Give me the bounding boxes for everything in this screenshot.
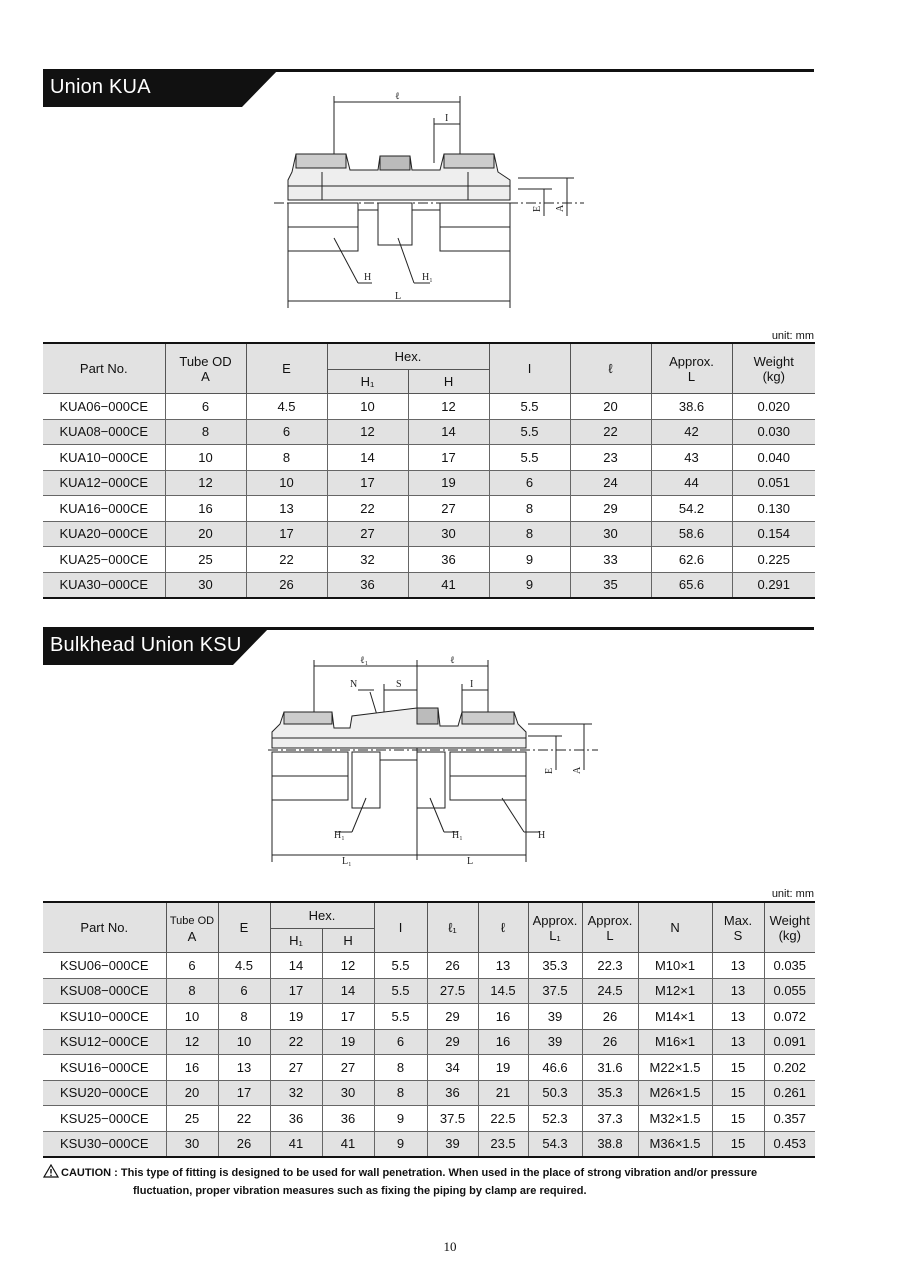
table-cell: 41 — [270, 1131, 322, 1157]
table-cell: 43 — [651, 445, 732, 471]
col-header-tube-od — [166, 902, 218, 953]
table-row — [43, 547, 815, 573]
table-cell: 20 — [165, 521, 246, 547]
ksu-label-h1-left: H₁ — [334, 830, 345, 841]
table-cell: 5.5 — [374, 1004, 427, 1030]
table-cell: 15 — [712, 1106, 764, 1132]
table-cell: 22 — [246, 547, 327, 573]
caution-note — [43, 1164, 815, 1199]
table-cell: 5.5 — [489, 419, 570, 445]
table-cell: 22.5 — [478, 1106, 528, 1132]
table-cell: 36 — [327, 572, 408, 598]
kua-label-h: H — [364, 272, 372, 283]
table-cell: 13 — [712, 1004, 764, 1030]
table-cell: 26 — [218, 1131, 270, 1157]
table-cell: KSU20−000CE — [43, 1080, 166, 1106]
table-cell: 15 — [712, 1131, 764, 1157]
table-cell: 27 — [408, 496, 489, 522]
table-cell: 27 — [270, 1055, 322, 1081]
table-cell: 17 — [246, 521, 327, 547]
table-cell: 9 — [489, 572, 570, 598]
table-cell: KUA30−000CE — [43, 572, 165, 598]
table-cell: 0.154 — [732, 521, 815, 547]
table-cell: 0.291 — [732, 572, 815, 598]
table-cell: 39 — [528, 1029, 582, 1055]
table-cell: 6 — [489, 470, 570, 496]
ksu-label-len: L — [467, 856, 474, 867]
caution-label: CAUTION : — [61, 1167, 118, 1179]
table-cell: 41 — [408, 572, 489, 598]
table-cell: 5.5 — [489, 445, 570, 471]
kua-spec-table — [43, 342, 815, 599]
table-row — [43, 1004, 815, 1030]
table-cell: 12 — [166, 1029, 218, 1055]
kua-label-a: A — [555, 204, 566, 212]
table-row — [43, 1131, 815, 1157]
table-cell: 0.040 — [732, 445, 815, 471]
table-cell: 8 — [246, 445, 327, 471]
table-cell: 29 — [570, 496, 651, 522]
table-cell: M36×1.5 — [638, 1131, 712, 1157]
header-line: Tube OD — [179, 353, 232, 369]
ksu-label-n: N — [350, 679, 358, 690]
table-cell: KUA25−000CE — [43, 547, 165, 573]
kua-table-body — [43, 394, 815, 599]
header-line: S — [733, 927, 743, 943]
table-cell: 19 — [322, 1029, 374, 1055]
table-row — [43, 953, 815, 979]
table-cell: 22.3 — [582, 953, 638, 979]
table-cell: 10 — [166, 1004, 218, 1030]
table-cell: M16×1 — [638, 1029, 712, 1055]
table-cell: 39 — [528, 1004, 582, 1030]
table-cell: 16 — [166, 1055, 218, 1081]
table-cell: M14×1 — [638, 1004, 712, 1030]
table-cell: 22 — [270, 1029, 322, 1055]
table-cell: 22 — [327, 496, 408, 522]
table-cell: 30 — [408, 521, 489, 547]
table-cell: 0.072 — [764, 1004, 815, 1030]
table-cell: 34 — [427, 1055, 478, 1081]
table-cell: 65.6 — [651, 572, 732, 598]
col-header-h1: H₁ — [327, 370, 408, 394]
table-cell: 0.020 — [732, 394, 815, 420]
table-cell: 0.261 — [764, 1080, 815, 1106]
table-cell: KSU16−000CE — [43, 1055, 166, 1081]
table-cell: 24.5 — [582, 978, 638, 1004]
kua-label-e: E — [532, 205, 543, 212]
table-cell: 38.8 — [582, 1131, 638, 1157]
table-row — [43, 1106, 815, 1132]
table-row — [43, 572, 815, 598]
col-header-h1: H₁ — [270, 929, 322, 953]
col-header-part-no: Part No. — [43, 902, 166, 953]
table-cell: 10 — [165, 445, 246, 471]
col-header-h: H — [322, 929, 374, 953]
table-cell: 6 — [374, 1029, 427, 1055]
table-cell: 13 — [478, 953, 528, 979]
table-cell: M26×1.5 — [638, 1080, 712, 1106]
col-header-weight — [732, 343, 815, 394]
table-cell: 0.055 — [764, 978, 815, 1004]
table-cell: 54.2 — [651, 496, 732, 522]
table-cell: 0.453 — [764, 1131, 815, 1157]
table-cell: 9 — [489, 547, 570, 573]
table-cell: 37.5 — [528, 978, 582, 1004]
table-cell: 5.5 — [374, 978, 427, 1004]
col-header-h: H — [408, 370, 489, 394]
ksu-label-a: A — [572, 766, 583, 774]
table-cell: KUA06−000CE — [43, 394, 165, 420]
table-cell: 8 — [489, 521, 570, 547]
table-cell: 15 — [712, 1055, 764, 1081]
table-cell: 25 — [165, 547, 246, 573]
table-cell: 17 — [327, 470, 408, 496]
table-cell: 31.6 — [582, 1055, 638, 1081]
table-cell: 14 — [322, 978, 374, 1004]
col-header-n: N — [638, 902, 712, 953]
table-cell: 13 — [712, 978, 764, 1004]
table-row — [43, 1055, 815, 1081]
table-cell: 14 — [270, 953, 322, 979]
table-cell: 10 — [327, 394, 408, 420]
ksu-label-h1-right: H₁ — [452, 830, 463, 841]
table-row — [43, 470, 815, 496]
table-cell: 6 — [218, 978, 270, 1004]
table-cell: 13 — [712, 953, 764, 979]
table-cell: 23.5 — [478, 1131, 528, 1157]
table-cell: 29 — [427, 1004, 478, 1030]
col-header-e: E — [246, 343, 327, 394]
table-cell: 12 — [408, 394, 489, 420]
table-cell: 30 — [166, 1131, 218, 1157]
table-cell: 4.5 — [246, 394, 327, 420]
col-header-hex: Hex. — [270, 902, 374, 929]
table-cell: 9 — [374, 1106, 427, 1132]
table-cell: 36 — [408, 547, 489, 573]
header-line: Approx. — [532, 912, 578, 928]
header-line: Tube OD — [169, 914, 215, 927]
table-cell: 16 — [478, 1004, 528, 1030]
kua-label-h1: H₁ — [422, 272, 433, 283]
ksu-label-s: S — [396, 679, 402, 690]
table-cell: 62.6 — [651, 547, 732, 573]
ksu-label-h: H — [538, 830, 546, 841]
header-line: A — [201, 368, 210, 384]
table-cell: 35.3 — [528, 953, 582, 979]
table-cell: KSU25−000CE — [43, 1106, 166, 1132]
ksu-label-l1: ℓ₁ — [360, 655, 369, 666]
table-row — [43, 419, 815, 445]
table-cell: 52.3 — [528, 1106, 582, 1132]
table-cell: M32×1.5 — [638, 1106, 712, 1132]
table-cell: 8 — [374, 1080, 427, 1106]
table-cell: 36 — [322, 1106, 374, 1132]
header-line: Max. — [723, 912, 753, 928]
col-header-approx-l — [651, 343, 732, 394]
kua-label-len: L — [395, 291, 402, 302]
col-header-max-s — [712, 902, 764, 953]
ksu-label-i: I — [470, 679, 474, 690]
table-cell: 13 — [712, 1029, 764, 1055]
table-cell: 41 — [322, 1131, 374, 1157]
table-cell: 35 — [570, 572, 651, 598]
ksu-table-body — [43, 953, 815, 1158]
table-cell: 10 — [246, 470, 327, 496]
table-cell: 14.5 — [478, 978, 528, 1004]
table-cell: 22 — [570, 419, 651, 445]
table-row — [43, 496, 815, 522]
ksu-label-l: ℓ — [450, 655, 455, 666]
table-row — [43, 978, 815, 1004]
table-row — [43, 521, 815, 547]
table-cell: 6 — [165, 394, 246, 420]
header-line: (kg) — [778, 927, 801, 943]
table-cell: 9 — [374, 1131, 427, 1157]
table-cell: 12 — [322, 953, 374, 979]
table-row — [43, 1029, 815, 1055]
header-line: Weight — [753, 353, 794, 369]
table-row — [43, 1080, 815, 1106]
table-cell: 8 — [218, 1004, 270, 1030]
table-cell: 39 — [427, 1131, 478, 1157]
kua-label-l: ℓ — [395, 91, 400, 102]
table-cell: 33 — [570, 547, 651, 573]
table-cell: 58.6 — [651, 521, 732, 547]
table-cell: 14 — [408, 419, 489, 445]
table-cell: 0.091 — [764, 1029, 815, 1055]
ksu-label-e: E — [544, 767, 555, 774]
table-cell: 19 — [408, 470, 489, 496]
table-cell: 42 — [651, 419, 732, 445]
table-cell: 36 — [427, 1080, 478, 1106]
table-cell: 19 — [478, 1055, 528, 1081]
table-cell: 0.202 — [764, 1055, 815, 1081]
header-line: Approx. — [587, 912, 633, 928]
table-cell: 12 — [165, 470, 246, 496]
table-cell: KSU10−000CE — [43, 1004, 166, 1030]
col-header-approx-l1 — [528, 902, 582, 953]
header-line: Approx. — [669, 353, 714, 369]
table-cell: 16 — [165, 496, 246, 522]
table-cell: 32 — [270, 1080, 322, 1106]
table-cell: 16 — [478, 1029, 528, 1055]
table-cell: M22×1.5 — [638, 1055, 712, 1081]
table-cell: 4.5 — [218, 953, 270, 979]
table-cell: KSU08−000CE — [43, 978, 166, 1004]
col-header-l1: ℓ₁ — [427, 902, 478, 953]
table-cell: 24 — [570, 470, 651, 496]
caution-text-line2: fluctuation, proper vibration measures such as fixing the piping by clamp are required. — [133, 1185, 587, 1197]
table-cell: 5.5 — [374, 953, 427, 979]
table-cell: 21 — [478, 1080, 528, 1106]
table-cell: 17 — [218, 1080, 270, 1106]
table-cell: 26 — [427, 953, 478, 979]
col-header-e: E — [218, 902, 270, 953]
table-cell: 26 — [582, 1004, 638, 1030]
header-line: A — [187, 928, 197, 944]
table-cell: 32 — [327, 547, 408, 573]
table-cell: 37.3 — [582, 1106, 638, 1132]
table-cell: KUA16−000CE — [43, 496, 165, 522]
col-header-l: ℓ — [478, 902, 528, 953]
table-cell: 19 — [270, 1004, 322, 1030]
ksu-label-len1: L₁ — [342, 856, 352, 867]
col-header-hex: Hex. — [327, 343, 489, 370]
table-cell: 35.3 — [582, 1080, 638, 1106]
table-cell: 17 — [270, 978, 322, 1004]
col-header-i: I — [489, 343, 570, 394]
col-header-l: ℓ — [570, 343, 651, 394]
kua-title: Union KUA — [50, 76, 151, 98]
table-cell: 30 — [570, 521, 651, 547]
table-cell: 8 — [374, 1055, 427, 1081]
table-cell: 30 — [322, 1080, 374, 1106]
col-header-tube-od — [165, 343, 246, 394]
table-cell: 30 — [165, 572, 246, 598]
col-header-i: I — [374, 902, 427, 953]
ksu-spec-table — [43, 901, 815, 1158]
table-cell: 0.130 — [732, 496, 815, 522]
table-cell: 6 — [166, 953, 218, 979]
table-cell: 54.3 — [528, 1131, 582, 1157]
table-cell: 8 — [166, 978, 218, 1004]
table-cell: 8 — [489, 496, 570, 522]
table-cell: 27.5 — [427, 978, 478, 1004]
caution-text-line1: This type of fitting is designed to be used for wall penetration. When used in the place of strong vibration and/or pressure — [120, 1167, 758, 1179]
table-cell: 36 — [270, 1106, 322, 1132]
table-cell: 37.5 — [427, 1106, 478, 1132]
table-cell: KSU12−000CE — [43, 1029, 166, 1055]
table-row — [43, 445, 815, 471]
table-cell: KSU06−000CE — [43, 953, 166, 979]
table-cell: 27 — [322, 1055, 374, 1081]
table-cell: 8 — [165, 419, 246, 445]
table-cell: 12 — [327, 419, 408, 445]
table-cell: 5.5 — [489, 394, 570, 420]
table-cell: 0.030 — [732, 419, 815, 445]
table-cell: 0.051 — [732, 470, 815, 496]
table-cell: KUA12−000CE — [43, 470, 165, 496]
table-cell: 44 — [651, 470, 732, 496]
table-cell: 0.225 — [732, 547, 815, 573]
kua-dimension-drawing — [262, 88, 592, 323]
table-cell: 13 — [246, 496, 327, 522]
table-cell: 46.6 — [528, 1055, 582, 1081]
table-cell: KUA20−000CE — [43, 521, 165, 547]
table-cell: 0.357 — [764, 1106, 815, 1132]
table-cell: M10×1 — [638, 953, 712, 979]
header-line: L₁ — [549, 927, 561, 943]
table-cell: 14 — [327, 445, 408, 471]
table-cell: 17 — [322, 1004, 374, 1030]
ksu-unit-note: unit: mm — [771, 888, 814, 900]
header-line: Weight — [769, 912, 810, 928]
table-cell: 15 — [712, 1080, 764, 1106]
table-cell: 23 — [570, 445, 651, 471]
table-cell: 10 — [218, 1029, 270, 1055]
page-number: 10 — [443, 1239, 457, 1254]
table-cell: KSU30−000CE — [43, 1131, 166, 1157]
kua-label-i: I — [445, 113, 449, 124]
table-cell: 20 — [570, 394, 651, 420]
col-header-part-no: Part No. — [43, 343, 165, 394]
table-cell: 17 — [408, 445, 489, 471]
ksu-title: Bulkhead Union KSU — [50, 634, 242, 656]
table-cell: 26 — [582, 1029, 638, 1055]
table-cell: 38.6 — [651, 394, 732, 420]
header-line: L — [687, 368, 696, 384]
table-cell: M12×1 — [638, 978, 712, 1004]
table-cell: 0.035 — [764, 953, 815, 979]
table-cell: 6 — [246, 419, 327, 445]
ksu-dimension-drawing — [262, 650, 602, 875]
table-row — [43, 394, 815, 420]
table-cell: 26 — [246, 572, 327, 598]
table-cell: 13 — [218, 1055, 270, 1081]
table-cell: KUA10−000CE — [43, 445, 165, 471]
table-cell: 27 — [327, 521, 408, 547]
table-cell: 50.3 — [528, 1080, 582, 1106]
header-line: L — [606, 927, 614, 943]
kua-unit-note: unit: mm — [771, 330, 814, 342]
col-header-approx-l — [582, 902, 638, 953]
header-line: (kg) — [762, 368, 785, 384]
table-cell: 20 — [166, 1080, 218, 1106]
table-cell: 25 — [166, 1106, 218, 1132]
table-cell: 29 — [427, 1029, 478, 1055]
col-header-weight — [764, 902, 815, 953]
table-cell: 22 — [218, 1106, 270, 1132]
table-cell: KUA08−000CE — [43, 419, 165, 445]
warning-triangle-icon — [43, 1164, 59, 1183]
